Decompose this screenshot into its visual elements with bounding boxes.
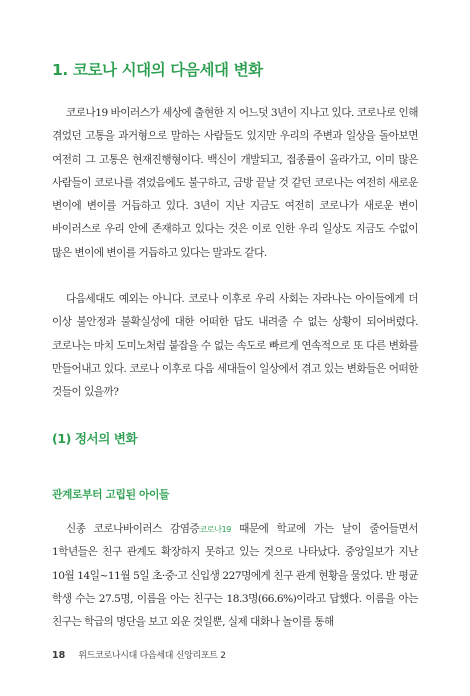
running-title: 위드코로나시대 다음세대 신앙리포트 2 xyxy=(78,651,226,661)
section-heading: 1. 코로나 시대의 다음세대 변화 xyxy=(52,61,263,79)
page-footer xyxy=(52,648,226,661)
paragraph-text: 다음세대도 예외는 아니다. 코로나 이후로 우리 사회는 자라나는 아이들에게 더 이상 불안정과 불확실성에 대한 어떠한 답도 내려줄 수 없는 상황이 되어버렸다. 코로나는 마치 도미노처럼 붙잡을 수 없는 속도로 빠르게 연속적으로 또 다른 변화를 만들어내고 있다. 코로나 이후로 다음 세대들이 일상에서 겪고 있는 변화들은 어떠한 것들이 있을까? xyxy=(52,293,418,399)
inline-note: 코로나19 xyxy=(199,524,231,534)
paragraph-text: 신종 코로나바이러스 감염증 xyxy=(66,523,200,535)
paragraph-text: 코로나19 바이러스가 세상에 출현한 지 어느덧 3년이 지나고 있다. 코로나로 인해 겪었던 고통을 과거형으로 말하는 사람들도 있지만 우리의 주변과 일상을 돌아보면 여전히 그 고통은 현재진행형이다. 백신이 개발되고, 접종률이 올라가고, 이미 많은 사람들이 코로나를 겪었음에도 불구하고, 금방 끝날 것 같던 코로나는 여전히 새로운 변이에 변이를 거듭하고 있다. 3년이 지난 지금도 여전히 코로나가 새로운 변이 바이러스로 우리 안에 존재하고 있다는 것은 이로 인한 우리 일상도 지금도 수없이 많은 변이에 변이를 거듭하고 있다는 말과도 같다. xyxy=(52,107,418,259)
body-paragraph-1 xyxy=(52,102,418,265)
subsection-heading: (1) 정서의 변화 xyxy=(52,431,138,446)
topic-heading: 관계로부터 고립된 아이들 xyxy=(52,488,170,501)
page-number: 18 xyxy=(52,650,66,661)
body-paragraph-3 xyxy=(52,518,418,634)
body-paragraph-2 xyxy=(52,288,418,404)
paragraph-text-continued: 때문에 학교에 가는 날이 줄어들면서 1학년들은 친구 관계도 확장하지 못하고 있는 것으로 나타났다. 중앙일보가 지난 10월 14일~11월 5일 초·중·고 신입생 227명에게 친구 관계 현황을 물었다. 반 평균 학생 수는 27.5명, 이름을 아는 친구는 18.3명(66.6%)이라고 답했다. 이름을 아는 친구는 학급의 명단을 보고 외운 것일뿐, 실제 대화나 놀이를 통해 xyxy=(52,523,418,629)
